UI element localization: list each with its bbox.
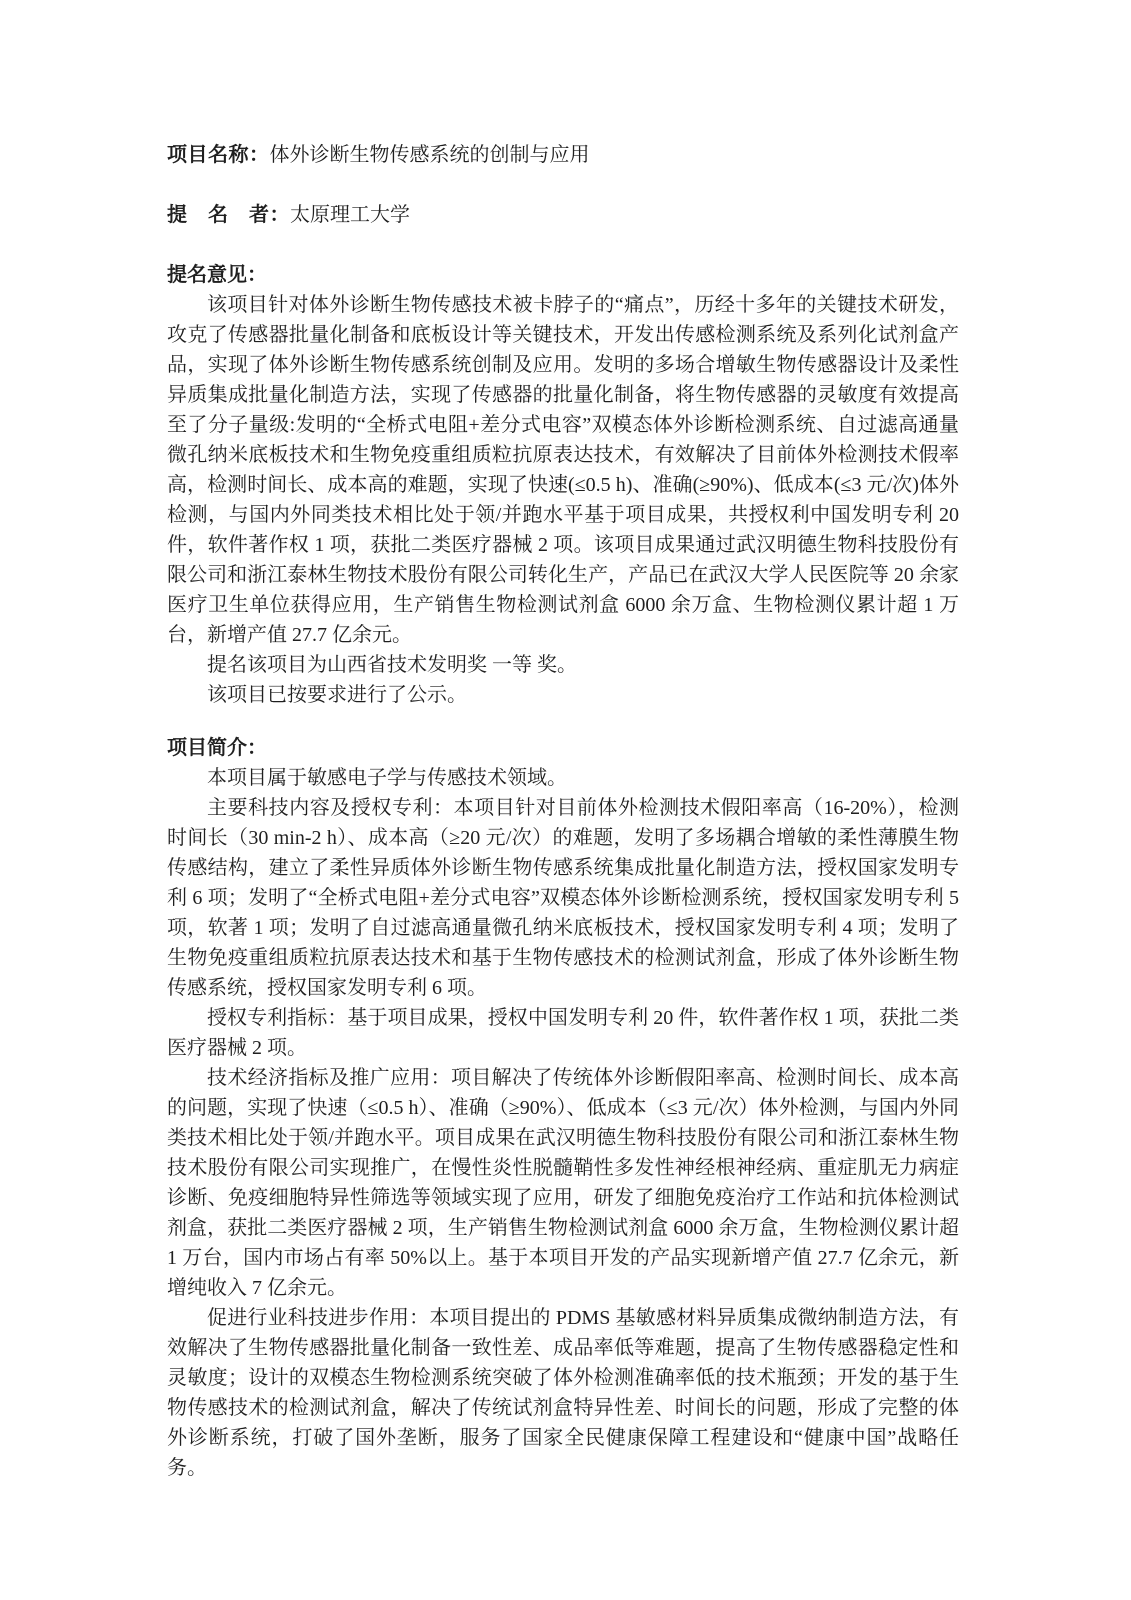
section-nomination-opinion (167, 260, 959, 710)
paragraph: 授权专利指标：基于项目成果，授权中国发明专利 20 件，软件著作权 1 项，获批二类医疗器械 2 项。 (167, 1007, 959, 1059)
paragraph: 该项目针对体外诊断生物传感技术被卡脖子的“痛点”，历经十多年的关键技术研发，攻克了传感器批量化制备和底板设计等关键技术，开发出传感检测系统及系列化试剂盒产品，实现了体外诊断生物传感系统创制及应用。发明的多场合增敏生物传感器设计及柔性异质集成批量化制造方法，实现了传感器的批量化制备，将生物传感器的灵敏度有效提高至了分子量级:发明的“全桥式电阻+差分式电容”双模态体外诊断检测系统、自过滤高通量微孔纳米底板技术和生物免疫重组质粒抗原表达技术，有效解决了目前体外检测技术假率高，检测时间长、成本高的难题，实现了快速(≤0.5 h)、准确(≥90%)、低成本(≤3 元/次)体外检测，与国内外同类技术相比处于领/并跑水平基于项目成果，共授权利中国发明专利 20 件，软件著作权 1 项，获批二类医疗器械 2 项。该项目成果通过武汉明德生物科技股份有限公司和浙江泰林生物技术股份有限公司转化生产，产品已在武汉大学人民医院等 20 余家医疗卫生单位获得应用，生产销售生物检测试剂盒 6000 余万盒、生物检测仪累计超 1 万台，新增产值 27.7 亿余元。 (167, 294, 959, 646)
project-name-value: 体外诊断生物传感系统的创制与应用 (269, 144, 590, 166)
paragraph: 促进行业科技进步作用：本项目提出的 PDMS 基敏感材料异质集成微纳制造方法，有效解决了生物传感器批量化制备一致性差、成品率低等难题，提高了生物传感器稳定性和灵敏度；设计的双模态生物检测系统突破了体外检测准确率低的技术瓶颈；开发的基于生物传感技术的检测试剂盒，解决了传统试剂盒特异性差、时间长的问题，形成了完整的体外诊断系统，打破了国外垄断，服务了国家全民健康保障工程建设和“健康中国”战略任务。 (167, 1307, 959, 1479)
paragraph: 技术经济指标及推广应用：项目解决了传统体外诊断假阳率高、检测时间长、成本高的问题，实现了快速（≤0.5 h）、准确（≥90%）、低成本（≤3 元/次）体外检测，与国内外同类技术相比处于领/并跑水平。项目成果在武汉明德生物科技股份有限公司和浙江泰林生物技术股份有限公司实现推广，在慢性炎性脱髓鞘性多发性神经根神经病、重症肌无力病症诊断、免疫细胞特异性筛选等领域实现了应用，研发了细胞免疫治疗工作站和抗体检测试剂盒，获批二类医疗器械 2 项，生产销售生物检测试剂盒 6000 余万盒，生物检测仪累计超 1 万台，国内市场占有率 50%以上。基于本项目开发的产品实现新增产值 27.7 亿余元，新增纯收入 7 亿余元。 (167, 1067, 959, 1299)
field-project-name (167, 140, 959, 170)
document-content (167, 140, 959, 1483)
project-introduction-heading: 项目简介： (167, 737, 267, 759)
nominator-value: 太原理工大学 (290, 204, 410, 226)
paragraph: 提名该项目为山西省技术发明奖 一等 奖。 (207, 654, 577, 676)
paragraph: 主要科技内容及授权专利：本项目针对目前体外检测技术假阳率高（16-20%），检测时间长（30 min-2 h）、成本高（≥20 元/次）的难题，发明了多场耦合增敏的柔性薄膜生物传感结构，建立了柔性异质体外诊断生物传感系统集成批量化制造方法，授权国家发明专利 6 项；发明了“全桥式电阻+差分式电容”双模态体外诊断检测系统，授权国家发明专利 5 项，软著 1 项；发明了自过滤高通量微孔纳米底板技术，授权国家发明专利 4 项；发明了生物免疫重组质粒抗原表达技术和基于生物传感技术的检测试剂盒，形成了体外诊断生物传感系统，授权国家发明专利 6 项。 (167, 797, 959, 999)
section-project-introduction (167, 733, 959, 1483)
paragraph: 本项目属于敏感电子学与传感技术领域。 (207, 767, 567, 789)
nominator-label: 提 名 者： (167, 204, 290, 226)
field-nominator (167, 200, 959, 230)
nomination-opinion-heading: 提名意见： (167, 264, 267, 286)
paragraph: 该项目已按要求进行了公示。 (207, 684, 467, 706)
project-name-label: 项目名称： (167, 144, 270, 166)
